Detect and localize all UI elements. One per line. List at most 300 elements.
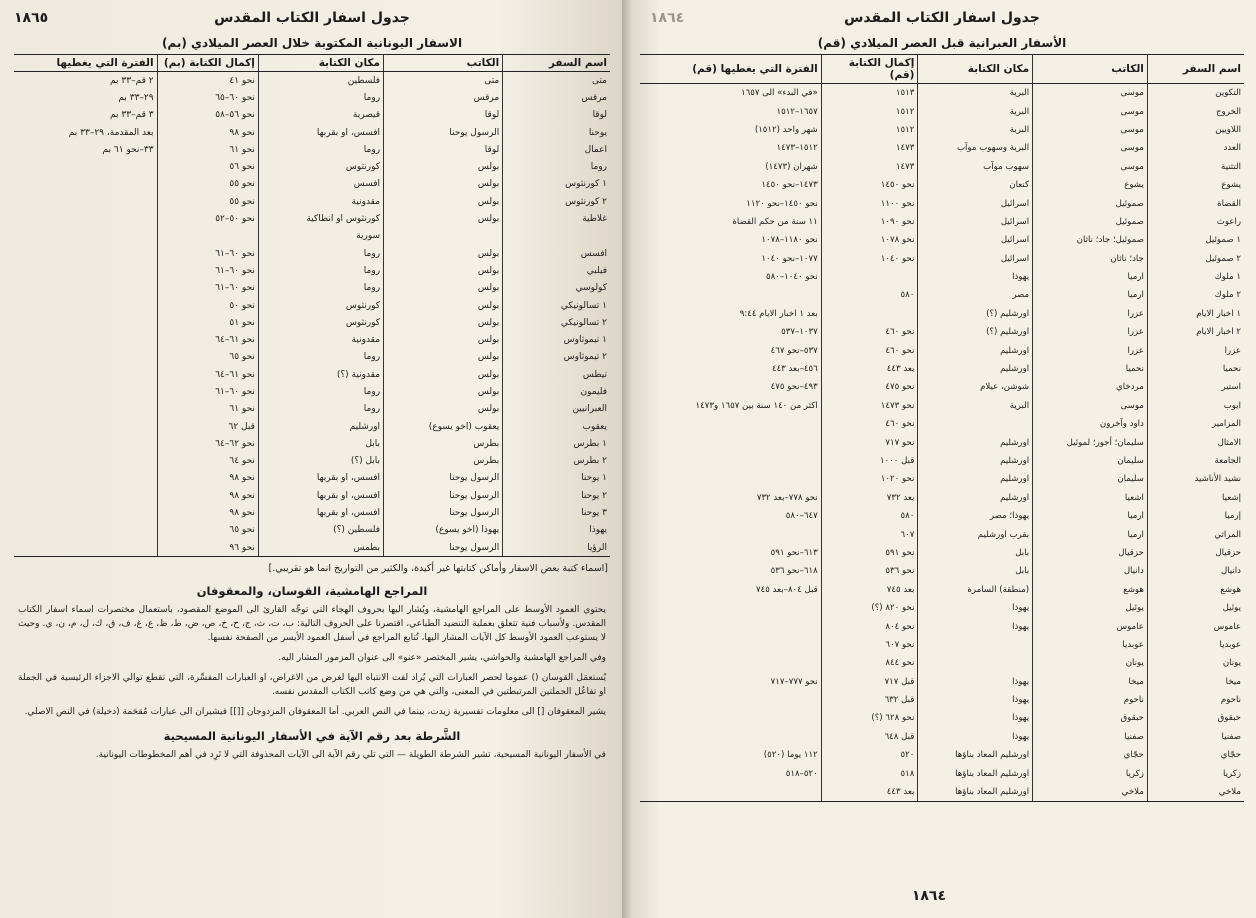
table-cell bbox=[14, 210, 157, 227]
greek-books-table bbox=[14, 54, 610, 557]
table-row bbox=[640, 470, 1244, 488]
table-cell: نحميا bbox=[1147, 360, 1244, 378]
table-cell: موسى bbox=[1033, 84, 1148, 103]
table-cell: ميخا bbox=[1147, 673, 1244, 691]
table-cell bbox=[14, 280, 157, 297]
table-cell: ٣٣–نحو ٦١ بم bbox=[102, 144, 154, 155]
table-cell: بابل bbox=[258, 435, 383, 452]
table-cell: ٢٩–٣٣ بم bbox=[118, 92, 154, 103]
table-cell: عاموس bbox=[1147, 617, 1244, 635]
column-header: اسم السفر bbox=[503, 55, 610, 72]
table-cell: بعد ٧٣٢ bbox=[821, 489, 918, 507]
table-cell: نحو ٤٦٠ bbox=[821, 341, 918, 359]
table-cell: الرسول يوحنا bbox=[384, 470, 503, 487]
table-cell bbox=[14, 470, 157, 487]
table-cell: تيطس bbox=[503, 366, 610, 383]
page-number-bottom: ١٨٦٤ bbox=[911, 888, 946, 904]
table-cell: نحو ٦٠–٦١ bbox=[157, 245, 258, 262]
table-row bbox=[14, 331, 610, 348]
table-cell: نحو ٥٠–٥٢ bbox=[157, 210, 258, 227]
table-cell: اورشليم (؟) bbox=[918, 323, 1033, 341]
table-cell: يونان bbox=[1033, 654, 1148, 672]
table-cell: اورشليم bbox=[918, 341, 1033, 359]
table-row bbox=[640, 525, 1244, 543]
table-row bbox=[14, 453, 610, 470]
table-cell: نحو ١١٨٠–١٠٧٨ bbox=[761, 235, 818, 246]
table-row bbox=[640, 121, 1244, 139]
table-cell: بولس bbox=[384, 401, 503, 418]
table-cell: التثنية bbox=[1147, 158, 1244, 176]
table-cell bbox=[640, 470, 821, 488]
table-cell: الرسول يوحنا bbox=[384, 504, 503, 521]
table-cell: ٥٨٠ bbox=[821, 507, 918, 525]
table-row bbox=[14, 141, 610, 158]
table-cell: فلسطين bbox=[258, 72, 383, 90]
table-cell: مقدونية (؟) bbox=[258, 366, 383, 383]
table-row bbox=[640, 250, 1244, 268]
table-cell: ٣ يوحنا bbox=[503, 504, 610, 521]
table-cell: ٤٥٦–بعد ٤٤٣ bbox=[771, 364, 818, 375]
table-row bbox=[640, 176, 1244, 194]
table-cell: يعقوب bbox=[503, 418, 610, 435]
table-cell: صموئيل؛ جاد؛ ناثان bbox=[1033, 231, 1148, 249]
table-cell: اكثر من ١٤٠ سنة بين ١٦٥٧ و١٤٧٣ bbox=[695, 400, 818, 411]
column-header: مكان الكتابة bbox=[918, 55, 1033, 84]
table-row bbox=[14, 245, 610, 262]
table-cell: نحو ٦٠–٦٥ bbox=[157, 89, 258, 106]
table-cell: ٦١٣–نحو ٥٩١ bbox=[770, 547, 818, 558]
table-cell: ٥٢٠ bbox=[821, 746, 918, 764]
table-cell: يعقوب (اخو يسوع) bbox=[384, 418, 503, 435]
table-cell: اسرائيل bbox=[918, 194, 1033, 212]
table-cell: ١٥١٢ bbox=[821, 121, 918, 139]
table-cell: بولس bbox=[384, 176, 503, 193]
table-cell: كورنثوس bbox=[258, 314, 383, 331]
table-cell: راعوث bbox=[1147, 213, 1244, 231]
table-cell: نشيد الأناشيد bbox=[1147, 470, 1244, 488]
table-cell: اشعيا bbox=[1033, 489, 1148, 507]
table-row bbox=[640, 617, 1244, 635]
table-cell: مردخاي bbox=[1033, 378, 1148, 396]
table-cell: عزرا bbox=[1033, 305, 1148, 323]
table-cell: يهوذا (اخو يسوع) bbox=[384, 522, 503, 539]
table-row bbox=[640, 581, 1244, 599]
table-cell: الرسول يوحنا bbox=[384, 539, 503, 557]
table-cell: اللاويين bbox=[1147, 121, 1244, 139]
table-cell: البرية bbox=[918, 102, 1033, 120]
table-cell: العدد bbox=[1147, 139, 1244, 157]
table-row bbox=[14, 539, 610, 557]
table-cell: نحو ٤٦٠ bbox=[821, 415, 918, 433]
table-cell bbox=[14, 522, 157, 539]
table-cell: ١٥١٣ bbox=[821, 84, 918, 103]
table-cell: ملاخي bbox=[1147, 783, 1244, 802]
section-heading: الشَّرطة بعد رقم الآية في الأسفار اليونانية المسيحية bbox=[163, 729, 461, 744]
table-cell: نحو ١٠٧٨ bbox=[821, 231, 918, 249]
table-cell: نحو ٦٢–٦٤ bbox=[157, 435, 258, 452]
table-row bbox=[640, 415, 1244, 433]
table-cell: فيلبي bbox=[503, 262, 610, 279]
table-row bbox=[640, 654, 1244, 672]
table-cell: سورية bbox=[258, 228, 383, 245]
table-cell: ميخا bbox=[1033, 673, 1148, 691]
table-cell: ارميا bbox=[1033, 286, 1148, 304]
table-row bbox=[14, 504, 610, 521]
table-cell bbox=[503, 228, 610, 245]
table-row bbox=[640, 323, 1244, 341]
table-row bbox=[14, 366, 610, 383]
table-cell bbox=[14, 176, 157, 193]
table-cell: ١ ملوك bbox=[1147, 268, 1244, 286]
table-cell: سليمان bbox=[1033, 452, 1148, 470]
table-row bbox=[14, 72, 610, 90]
table-cell: عاموس bbox=[1033, 617, 1148, 635]
table-cell: (منطقة) السامرة bbox=[918, 581, 1033, 599]
table-subtitle: الأسفار العبرانية قبل العصر الميلادي (قم) bbox=[817, 36, 1067, 50]
table-cell: القضاة bbox=[1147, 194, 1244, 212]
table-cell bbox=[14, 504, 157, 521]
table-cell: قبل ٦٣٢ bbox=[821, 691, 918, 709]
table-cell: الامثال bbox=[1147, 433, 1244, 451]
table-cell: ١١ سنة من حكم القضاة bbox=[732, 216, 818, 227]
table-cell: يهوذا bbox=[918, 691, 1033, 709]
table-cell: إرميا bbox=[1147, 507, 1244, 525]
table-cell: نحو ٩٨ bbox=[157, 504, 258, 521]
table-row bbox=[14, 262, 610, 279]
table-cell: داود وآخرون bbox=[1033, 415, 1148, 433]
table-cell bbox=[918, 654, 1033, 672]
page-number: ١٨٦٥ bbox=[14, 10, 49, 26]
table-cell bbox=[14, 314, 157, 331]
table-cell: روما bbox=[503, 158, 610, 175]
table-row bbox=[14, 158, 610, 175]
table-cell: روما bbox=[258, 245, 383, 262]
table-cell: ٢ ملوك bbox=[1147, 286, 1244, 304]
running-title: جدول اسفار الكتاب المقدس bbox=[214, 10, 410, 26]
table-cell: حجّاي bbox=[1147, 746, 1244, 764]
table-cell: اسرائيل bbox=[918, 231, 1033, 249]
column-header: الفترة التي يغطيها bbox=[14, 55, 157, 72]
table-row bbox=[640, 286, 1244, 304]
table-cell: ٤٩٣–نحو ٤٧٥ bbox=[770, 382, 818, 393]
table-cell: نحو ١١٠٠ bbox=[821, 194, 918, 212]
table-cell: ١٠٣٧–٥٣٧ bbox=[781, 327, 818, 338]
table-row bbox=[640, 746, 1244, 764]
table-cell: نحو ١٠٩٠ bbox=[821, 213, 918, 231]
table-cell: صموئيل bbox=[1033, 213, 1148, 231]
table-cell: بعد ٤٤٣ bbox=[821, 783, 918, 802]
table-cell: ايوب bbox=[1147, 397, 1244, 415]
table-cell: بولس bbox=[384, 245, 503, 262]
table-cell: بابل (؟) bbox=[258, 453, 383, 470]
table-cell: موسى bbox=[1033, 121, 1148, 139]
table-cell: بطرس bbox=[384, 435, 503, 452]
table-cell: نحو ١٠٤٠–٥٨٠ bbox=[766, 272, 818, 283]
table-cell: روما bbox=[258, 141, 383, 158]
table-cell: شوشن، عيلام bbox=[918, 378, 1033, 396]
table-cell bbox=[640, 415, 821, 433]
table-cell: اورشليم bbox=[918, 489, 1033, 507]
paragraph: يشير المعقوفان [] الى معلومات تفسيرية زيدت، بينما في النص العربي. أما المعقوفان المزدوجان [[]] فيشيران الى عبارات مُقحَمة (دخيلة) في النص الاصلي. bbox=[24, 707, 606, 718]
table-cell: روما bbox=[258, 89, 383, 106]
table-row bbox=[640, 562, 1244, 580]
table-cell: ارميا bbox=[1033, 525, 1148, 543]
table-cell bbox=[14, 245, 157, 262]
table-cell: نحو ١٠٤٠ bbox=[821, 250, 918, 268]
table-cell: نحو ٤١ bbox=[157, 72, 258, 90]
table-cell: سليمان؛ أجور؛ لموئيل bbox=[1033, 433, 1148, 451]
table-cell: اورشليم bbox=[918, 470, 1033, 488]
table-cell: اورشليم (؟) bbox=[918, 305, 1033, 323]
column-header: الفترة التي يغطيها (قم) bbox=[640, 55, 821, 84]
table-cell: ٦٤٧–٥٨٠ bbox=[785, 511, 818, 522]
table-row bbox=[14, 124, 610, 141]
table-row bbox=[14, 349, 610, 366]
table-cell: نحو ٩٨ bbox=[157, 487, 258, 504]
table-cell: ١ صموئيل bbox=[1147, 231, 1244, 249]
table-row bbox=[640, 194, 1244, 212]
table-cell: مقدونية bbox=[258, 331, 383, 348]
table-cell bbox=[640, 286, 821, 304]
table-cell bbox=[640, 636, 821, 654]
table-row bbox=[14, 418, 610, 435]
table-row bbox=[640, 305, 1244, 323]
table-cell: نحو ٥٥ bbox=[157, 193, 258, 210]
column-header: إكمال الكتابة (بم) bbox=[157, 55, 258, 72]
table-cell: افسس bbox=[258, 176, 383, 193]
table-cell: يونان bbox=[1147, 654, 1244, 672]
table-cell: افسس، او بقربها bbox=[258, 470, 383, 487]
table-cell: نحو ٥٥ bbox=[157, 176, 258, 193]
table-cell: نحو ٥٦ bbox=[157, 158, 258, 175]
table-cell: عوبديا bbox=[1147, 636, 1244, 654]
table-cell bbox=[157, 228, 258, 245]
table-cell: ٢ اخبار الايام bbox=[1147, 323, 1244, 341]
table-row bbox=[14, 487, 610, 504]
table-cell: موسى bbox=[1033, 397, 1148, 415]
table-cell: الرسول يوحنا bbox=[384, 124, 503, 141]
table-cell: العبرانيين bbox=[503, 401, 610, 418]
table-cell: يشوع bbox=[1033, 176, 1148, 194]
table-cell: سليمان bbox=[1033, 470, 1148, 488]
table-row bbox=[640, 691, 1244, 709]
table-cell: قبل ٦٤٨ bbox=[821, 728, 918, 746]
table-cell: نحو ٥٣٦ bbox=[821, 562, 918, 580]
table-cell: ٢ كورنثوس bbox=[503, 193, 610, 210]
table-row bbox=[640, 139, 1244, 157]
table-cell: ٢ صموئيل bbox=[1147, 250, 1244, 268]
gutter-shadow bbox=[622, 0, 632, 918]
table-cell bbox=[640, 709, 821, 727]
table-cell: افسس bbox=[503, 245, 610, 262]
table-row bbox=[14, 89, 610, 106]
table-cell: قبل ٧١٧ bbox=[821, 673, 918, 691]
table-cell bbox=[14, 193, 157, 210]
table-cell: ١٤٧٣ bbox=[821, 158, 918, 176]
table-cell: يهوذا؛ مصر bbox=[918, 507, 1033, 525]
table-row bbox=[14, 297, 610, 314]
table-cell: حبقوق bbox=[1147, 709, 1244, 727]
table-cell: اسرائيل bbox=[918, 213, 1033, 231]
table-cell: بقرب اورشليم bbox=[918, 525, 1033, 543]
table-row bbox=[14, 470, 610, 487]
table-row bbox=[14, 193, 610, 210]
table-row bbox=[14, 107, 610, 124]
table-cell: بعد ٧٤٥ bbox=[821, 581, 918, 599]
table-cell: يهوذا bbox=[503, 522, 610, 539]
table-row bbox=[640, 341, 1244, 359]
table-cell: البرية bbox=[918, 397, 1033, 415]
table-cell: زكريا bbox=[1147, 764, 1244, 782]
table-cell: بعد ١ اخبار الايام ٩:٤٤ bbox=[739, 308, 818, 319]
table-cell: نحو ٨٠٤ bbox=[821, 617, 918, 635]
table-row bbox=[640, 489, 1244, 507]
table-cell: يهوذا bbox=[918, 599, 1033, 617]
table-cell: مرقس bbox=[503, 89, 610, 106]
table-cell: نحو ٤٦٠ bbox=[821, 323, 918, 341]
table-cell: سهوب موآب bbox=[918, 158, 1033, 176]
table-subtitle: الاسفار اليونانية المكتوبة خلال العصر الميلادي (بم) bbox=[161, 36, 463, 50]
running-title: جدول اسفار الكتاب المقدس bbox=[844, 10, 1040, 26]
table-cell: ملاخي bbox=[1033, 783, 1148, 802]
table-row bbox=[640, 213, 1244, 231]
table-cell: يهوذا bbox=[918, 673, 1033, 691]
table-cell: فلسطين (؟) bbox=[258, 522, 383, 539]
table-row bbox=[640, 673, 1244, 691]
table-cell: نحو ٦١ bbox=[157, 141, 258, 158]
table-cell bbox=[918, 415, 1033, 433]
table-cell: عوبديا bbox=[1033, 636, 1148, 654]
table-cell: نحو ٥٠ bbox=[157, 297, 258, 314]
table-cell: البرية bbox=[918, 121, 1033, 139]
table-row bbox=[14, 383, 610, 400]
table-cell: ١ تيموثاوس bbox=[503, 331, 610, 348]
table-cell: ١ اخبار الايام bbox=[1147, 305, 1244, 323]
table-cell: لوقا bbox=[384, 141, 503, 158]
table-row bbox=[640, 433, 1244, 451]
table-cell: إشعيا bbox=[1147, 489, 1244, 507]
table-cell bbox=[14, 401, 157, 418]
table-cell: روما bbox=[258, 349, 383, 366]
table-cell: لوقا bbox=[503, 107, 610, 124]
table-cell: اورشليم bbox=[918, 360, 1033, 378]
table-cell: «في البدء» الى ١٦٥٧ bbox=[740, 88, 818, 99]
table-cell: فليمون bbox=[503, 383, 610, 400]
table-cell: اورشليم bbox=[918, 433, 1033, 451]
table-cell: نحو ٦٢٨ (؟) bbox=[821, 709, 918, 727]
table-cell bbox=[918, 636, 1033, 654]
table-row bbox=[14, 401, 610, 418]
table-cell: ٥٣٧–نحو ٤٦٧ bbox=[770, 345, 818, 356]
table-cell: الرؤيا bbox=[503, 539, 610, 557]
table-row bbox=[640, 636, 1244, 654]
table-cell bbox=[640, 783, 821, 802]
table-cell: اورشليم المعاد بناؤها bbox=[918, 783, 1033, 802]
table-cell bbox=[640, 599, 821, 617]
table-row bbox=[640, 709, 1244, 727]
table-row bbox=[640, 158, 1244, 176]
table-cell: نحو ١٠٢٠ bbox=[821, 470, 918, 488]
table-cell: ٢ بطرس bbox=[503, 453, 610, 470]
table-cell: بولس bbox=[384, 262, 503, 279]
table-cell: نحو ٦١–٦٤ bbox=[157, 331, 258, 348]
table-cell: بولس bbox=[384, 158, 503, 175]
table-cell: نحو ٨٢٠ (؟) bbox=[821, 599, 918, 617]
table-row bbox=[14, 210, 610, 227]
table-cell: بولس bbox=[384, 280, 503, 297]
table-cell: يهوذا bbox=[918, 709, 1033, 727]
table-cell bbox=[14, 228, 157, 245]
table-row bbox=[640, 764, 1244, 782]
table-row bbox=[14, 522, 610, 539]
table-cell: صفنيا bbox=[1147, 728, 1244, 746]
table-cell: ١١٢ يوما (٥٢٠) bbox=[763, 750, 818, 761]
table-cell bbox=[14, 262, 157, 279]
table-cell: لوقا bbox=[384, 107, 503, 124]
table-cell bbox=[14, 435, 157, 452]
table-cell bbox=[14, 297, 157, 314]
table-cell bbox=[640, 728, 821, 746]
paragraph: يُستعمَل القوسان () عموما لحصر العبارات التي يُراد لفت الانتباه اليها لغرض من الاغراض، او العبارات المفسِّرة، التي تقطع توالي الاجزاء الرئيسية في الجملة او تفاعُل الجملتين المرتبطتين في المعنى، والتي هي من وضع كاتب الكتاب المقدس نفسه. bbox=[18, 673, 606, 698]
table-cell: ٢ تيموثاوس bbox=[503, 349, 610, 366]
table-cell: ٦٠٧ bbox=[821, 525, 918, 543]
table-cell: البرية وسهوب موآب bbox=[918, 139, 1033, 157]
table-cell: مرقس bbox=[384, 89, 503, 106]
table-cell: بعد ٤٤٣ bbox=[821, 360, 918, 378]
table-cell bbox=[640, 617, 821, 635]
table-cell: نحو ٦٤ bbox=[157, 453, 258, 470]
table-row bbox=[640, 599, 1244, 617]
table-cell: قبل ٦٢ bbox=[157, 418, 258, 435]
table-cell: موسى bbox=[1033, 139, 1148, 157]
table-cell: ٣ قم–٣٣ بم bbox=[110, 110, 154, 121]
column-header: مكان الكتابة bbox=[258, 55, 383, 72]
table-cell: بولس bbox=[384, 349, 503, 366]
table-row bbox=[640, 544, 1244, 562]
table-cell: نحو ٩٨ bbox=[157, 470, 258, 487]
table-cell: روما bbox=[258, 280, 383, 297]
table-cell: يشوع bbox=[1147, 176, 1244, 194]
table-cell: افسس، او بقربها bbox=[258, 124, 383, 141]
table-cell: يوحنا bbox=[503, 124, 610, 141]
table-cell: نحو ٩٦ bbox=[157, 539, 258, 557]
right-page-header bbox=[640, 10, 1244, 34]
table-cell: بولس bbox=[384, 193, 503, 210]
table-cell: نحو ٦٠٧ bbox=[821, 636, 918, 654]
table-cell bbox=[640, 654, 821, 672]
column-header: إكمال الكتابة (قم) bbox=[821, 55, 918, 84]
table-row bbox=[640, 452, 1244, 470]
table-cell: بابل bbox=[918, 562, 1033, 580]
table-cell: اورشليم المعاد بناؤها bbox=[918, 764, 1033, 782]
page-number: ١٨٦٤ bbox=[650, 10, 685, 26]
paragraph: في الأسفار اليونانية المسيحية، تشير الشرطة الطويلة — التي تلي رقم الآية الى الآيات المحذوفة التي لا تَرِد في أهم المخطوطات اليونانية. bbox=[95, 750, 606, 761]
table-cell: نحو ٧٧٨–بعد ٧٣٢ bbox=[756, 492, 818, 503]
left-page bbox=[0, 0, 622, 918]
table-cell: نحو ٦٠–٦١ bbox=[157, 280, 258, 297]
table-cell bbox=[14, 349, 157, 366]
table-cell: روما bbox=[258, 262, 383, 279]
table-row bbox=[640, 231, 1244, 249]
table-cell: نحو ١٤٥٠–نحو ١١٢٠ bbox=[746, 198, 818, 209]
table-row bbox=[14, 435, 610, 452]
table-cell: بولس bbox=[384, 366, 503, 383]
table-cell: الجامعة bbox=[1147, 452, 1244, 470]
table-row bbox=[640, 360, 1244, 378]
left-page-header bbox=[14, 10, 610, 34]
table-cell: كورنثوس او انطاكية bbox=[258, 210, 383, 227]
table-cell: صفنيا bbox=[1033, 728, 1148, 746]
